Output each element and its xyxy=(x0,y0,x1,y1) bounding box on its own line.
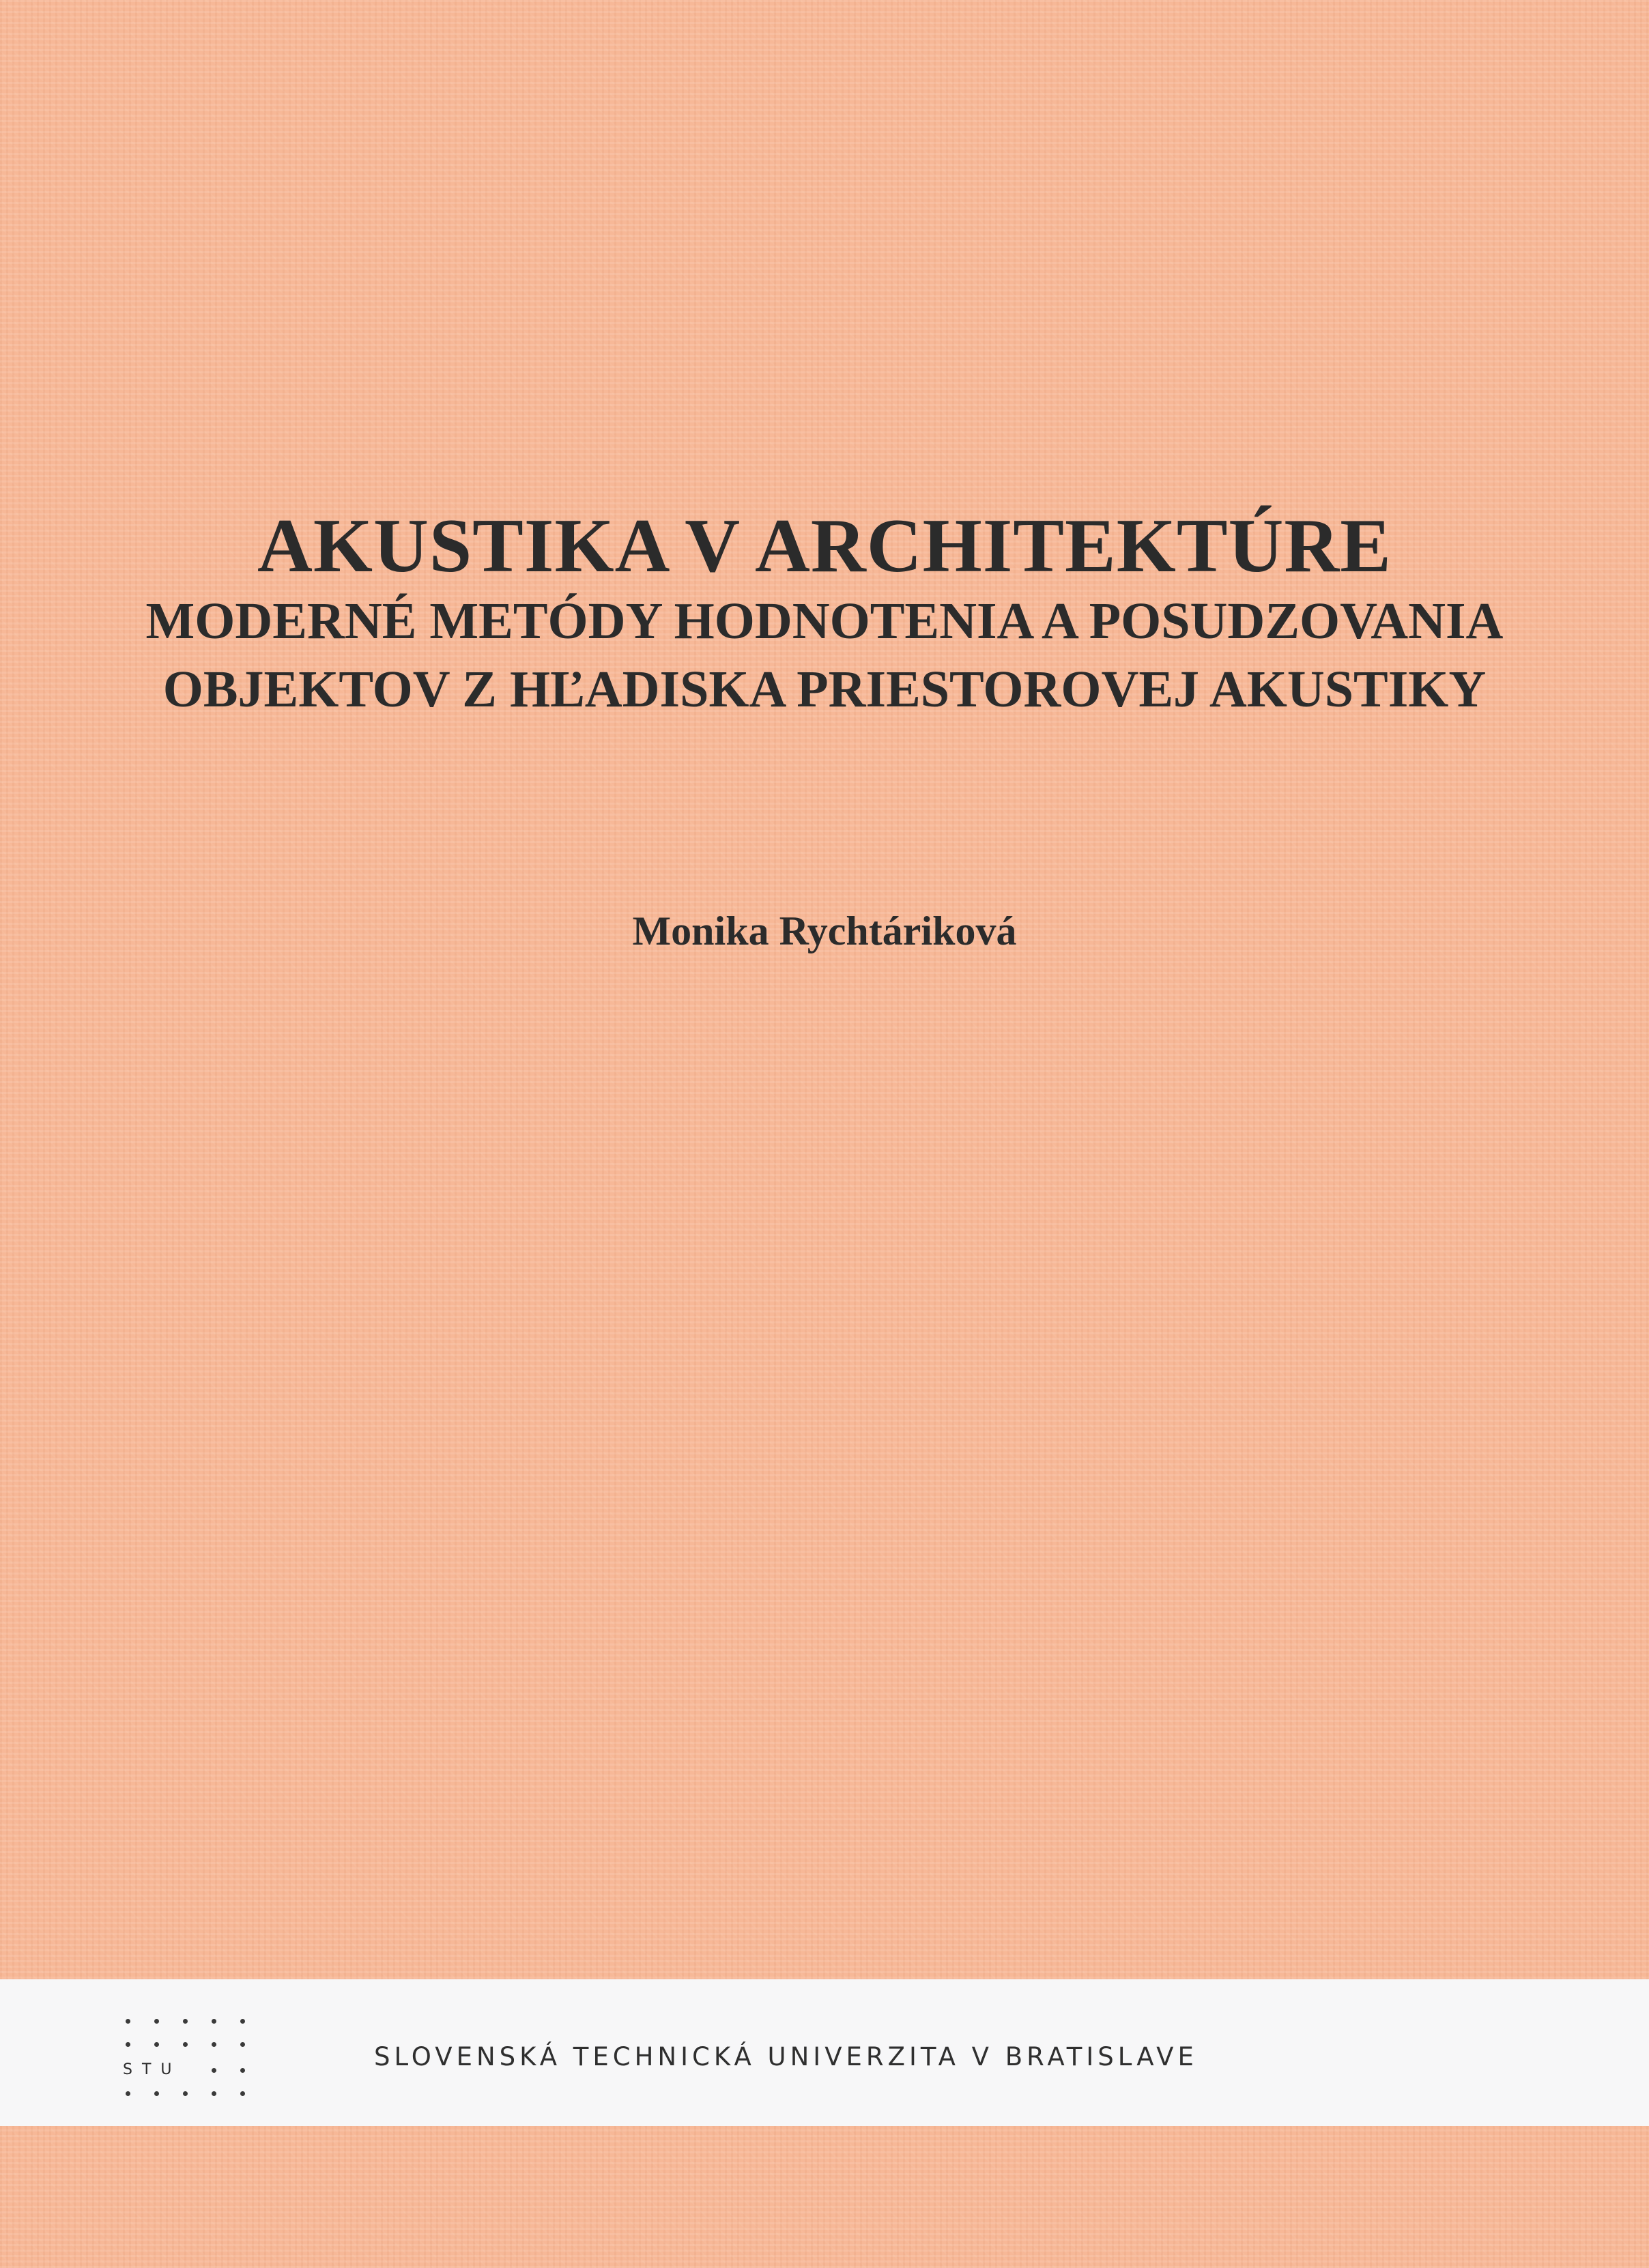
logo-dot xyxy=(183,2019,188,2024)
stu-logo xyxy=(123,2007,273,2109)
logo-dot xyxy=(126,2091,130,2096)
book-subtitle-line-1: MODERNÉ METÓDY HODNOTENIA A POSUDZOVANIA xyxy=(145,592,1504,650)
book-subtitle-line-2: OBJEKTOV Z HĽADISKA PRIESTOROVEJ AKUSTIKY xyxy=(162,661,1487,718)
logo-dot xyxy=(154,2091,159,2096)
logo-dot xyxy=(183,2091,188,2096)
book-title: AKUSTIKA V ARCHITEKTÚRE xyxy=(257,504,1392,588)
publisher-band xyxy=(0,1979,1649,2126)
logo-dot xyxy=(212,2042,216,2047)
logo-dot xyxy=(212,2068,216,2073)
logo-dot xyxy=(126,2042,130,2047)
logo-letters: STU xyxy=(123,2061,182,2078)
logo-dot xyxy=(154,2019,159,2024)
logo-dot xyxy=(212,2091,216,2096)
logo-dot xyxy=(126,2019,130,2024)
logo-dot xyxy=(240,2042,245,2047)
logo-dot xyxy=(240,2091,245,2096)
university-name: SLOVENSKÁ TECHNICKÁ UNIVERZITA V BRATISLAVE xyxy=(374,2042,1198,2071)
logo-dot xyxy=(183,2042,188,2047)
logo-dot xyxy=(154,2042,159,2047)
logo-dot xyxy=(240,2019,245,2024)
title-block xyxy=(0,505,1649,723)
author-name: Monika Rychtáriková xyxy=(632,908,1017,953)
logo-dot xyxy=(212,2019,216,2024)
logo-dot xyxy=(240,2068,245,2073)
